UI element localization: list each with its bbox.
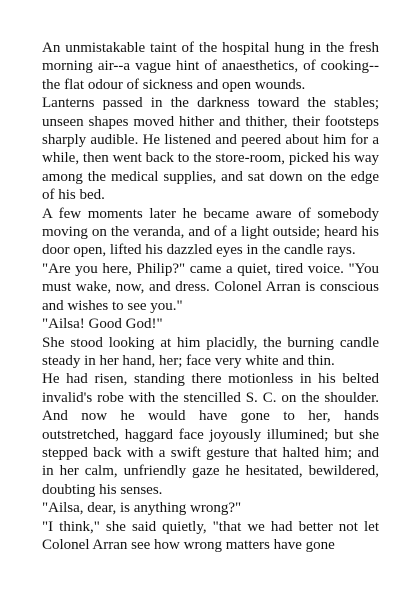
paragraph-8: "Ailsa, dear, is anything wrong?" [42,500,242,517]
paragraph-6: She stood looking at him placidly, the burning candle steady in her hand, her; face very white and thin. [42,334,379,369]
paragraph-9: "I think," she said quietly, "that we had better not let Colonel Arran see how wrong matters have gone [42,518,379,553]
paragraph-2: Lanterns passed in the darkness toward the stables; unseen shapes moved hither and thither, their footsteps sharply audible. He listened and peered about him for a while, then went back to the store-room, picked his way among the medical supplies, and sat down on the edge of his bed. [42,95,379,204]
paragraph-5: "Ailsa! Good God!" [42,316,163,333]
paragraph-3: A few moments later he became aware of somebody moving on the veranda, and of a light outside; heard his door open, lifted his dazzled eyes in the candle rays. [42,205,379,259]
paragraph-1: An unmistakable taint of the hospital hung in the fresh morning air--a vague hint of anaesthetics, of cooking--the flat odour of sickness and open wounds. [42,40,379,93]
paragraph-7: He had risen, standing there motionless in his belted invalid's robe with the stencilled S. C. on the shoulder. And now he would have gone to her, hands outstretched, haggard face joyously illumined; but she stepped back with a swift gesture that halted him; and in her calm, unfriendly gaze he hesitated, bewildered, doubting his senses. [42,371,379,498]
body-text [42,39,379,554]
paragraph-4: "Are you here, Philip?" came a quiet, tired voice. "You must wake, now, and dress. Colonel Arran is conscious and wishes to see you." [42,260,379,314]
